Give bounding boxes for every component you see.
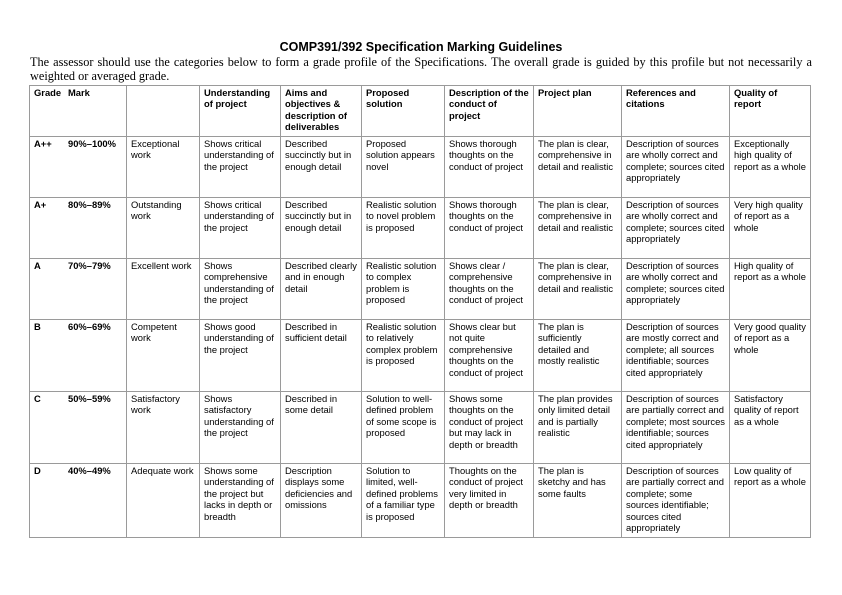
header-mark: Mark <box>68 87 90 98</box>
references-cell: Description of sources are wholly correct and complete; sources cited appropriately <box>622 259 730 320</box>
grade-cell: C <box>34 393 41 404</box>
solution-cell: Solution to well-defined problem of some scope is proposed <box>362 392 445 464</box>
table-row <box>30 259 811 320</box>
solution-cell: Realistic solution to novel problem is proposed <box>362 198 445 259</box>
grade-cell: A++ <box>34 138 52 149</box>
table-row <box>30 464 811 538</box>
grade-mark-cell <box>30 259 127 320</box>
references-cell: Description of sources are partially correct and complete; some sources identifiable; sources cited appropriately <box>622 464 730 538</box>
understanding-cell: Shows critical understanding of the project <box>200 198 281 259</box>
header-understanding: Understanding of project <box>200 86 281 137</box>
grade-cell: A+ <box>34 199 47 210</box>
solution-cell: Proposed solution appears novel <box>362 137 445 198</box>
level-cell: Excellent work <box>127 259 200 320</box>
aims-cell: Described succinctly but in enough detail <box>281 198 362 259</box>
quality-cell: Satisfactory quality of report as a whole <box>730 392 811 464</box>
references-cell: Description of sources are mostly correct and complete; all sources identifiable; sources cited appropriately <box>622 320 730 392</box>
aims-cell: Described succinctly but in enough detail <box>281 137 362 198</box>
header-level <box>127 86 200 137</box>
grade-cell: A <box>34 260 41 271</box>
table-row <box>30 198 811 259</box>
understanding-cell: Shows satisfactory understanding of the project <box>200 392 281 464</box>
mark-cell: 50%–59% <box>68 393 111 404</box>
header-conduct: Description of the conduct of project <box>445 86 534 137</box>
level-cell: Exceptional work <box>127 137 200 198</box>
conduct-cell: Thoughts on the conduct of project very limited in depth or breadth <box>445 464 534 538</box>
header-row <box>30 86 811 137</box>
plan-cell: The plan is sufficiently detailed and mostly realistic <box>534 320 622 392</box>
aims-cell: Description displays some deficiencies and omissions <box>281 464 362 538</box>
document-title: COMP391/392 Specification Marking Guidelines <box>279 40 563 54</box>
solution-cell: Solution to limited, well-defined problems of a familiar type is proposed <box>362 464 445 538</box>
mark-cell: 60%–69% <box>68 321 111 332</box>
conduct-cell: Shows clear / comprehensive thoughts on the conduct of project <box>445 259 534 320</box>
mark-cell: 40%–49% <box>68 465 111 476</box>
understanding-cell: Shows critical understanding of the project <box>200 137 281 198</box>
solution-cell: Realistic solution to complex problem is proposed <box>362 259 445 320</box>
references-cell: Description of sources are wholly correct and complete; sources cited appropriately <box>622 198 730 259</box>
references-cell: Description of sources are partially correct and complete; most sources identifiable; sources cited appropriately <box>622 392 730 464</box>
plan-cell: The plan is sketchy and has some faults <box>534 464 622 538</box>
header-aims: Aims and objectives & description of deliverables <box>281 86 362 137</box>
aims-cell: Described in sufficient detail <box>281 320 362 392</box>
plan-cell: The plan is clear, comprehensive in detail and realistic <box>534 198 622 259</box>
grade-mark-cell <box>30 137 127 198</box>
quality-cell: Low quality of report as a whole <box>730 464 811 538</box>
grade-cell: B <box>34 321 41 332</box>
intro-paragraph: The assessor should use the categories below to form a grade profile of the Specifications. The overall grade is guided by this profile but not necessarily a weighted or averaged grade. <box>30 55 812 83</box>
solution-cell: Realistic solution to relatively complex problem is proposed <box>362 320 445 392</box>
marking-guidelines-table <box>29 85 811 538</box>
conduct-cell: Shows some thoughts on the conduct of project but may lack in depth or breadth <box>445 392 534 464</box>
understanding-cell: Shows comprehensive understanding of the project <box>200 259 281 320</box>
grade-cell: D <box>34 465 41 476</box>
quality-cell: High quality of report as a whole <box>730 259 811 320</box>
table-row <box>30 320 811 392</box>
table-row <box>30 392 811 464</box>
grade-mark-cell <box>30 464 127 538</box>
quality-cell: Very good quality of report as a whole <box>730 320 811 392</box>
conduct-cell: Shows clear but not quite comprehensive thoughts on the conduct of project <box>445 320 534 392</box>
header-grade: Grade <box>34 87 62 98</box>
level-cell: Adequate work <box>127 464 200 538</box>
aims-cell: Described in some detail <box>281 392 362 464</box>
plan-cell: The plan is clear, comprehensive in detail and realistic <box>534 259 622 320</box>
grade-mark-cell <box>30 392 127 464</box>
conduct-cell: Shows thorough thoughts on the conduct of project <box>445 137 534 198</box>
header-references: References and citations <box>622 86 730 137</box>
header-quality: Quality of report <box>730 86 811 137</box>
plan-cell: The plan is clear, comprehensive in detail and realistic <box>534 137 622 198</box>
grade-mark-cell <box>30 320 127 392</box>
plan-cell: The plan provides only limited detail and is partially realistic <box>534 392 622 464</box>
mark-cell: 80%–89% <box>68 199 111 210</box>
mark-cell: 70%–79% <box>68 260 111 271</box>
conduct-cell: Shows thorough thoughts on the conduct of project <box>445 198 534 259</box>
header-plan: Project plan <box>534 86 622 137</box>
level-cell: Outstanding work <box>127 198 200 259</box>
understanding-cell: Shows good understanding of the project <box>200 320 281 392</box>
quality-cell: Very high quality of report as a whole <box>730 198 811 259</box>
grade-mark-cell <box>30 198 127 259</box>
mark-cell: 90%–100% <box>68 138 116 149</box>
aims-cell: Described clearly and in enough detail <box>281 259 362 320</box>
header-grade-mark <box>30 86 127 137</box>
header-solution: Proposed solution <box>362 86 445 137</box>
references-cell: Description of sources are wholly correct and complete; sources cited appropriately <box>622 137 730 198</box>
table-row <box>30 137 811 198</box>
level-cell: Competent work <box>127 320 200 392</box>
quality-cell: Exceptionally high quality of report as a whole <box>730 137 811 198</box>
understanding-cell: Shows some understanding of the project but lacks in depth or breadth <box>200 464 281 538</box>
level-cell: Satisfactory work <box>127 392 200 464</box>
